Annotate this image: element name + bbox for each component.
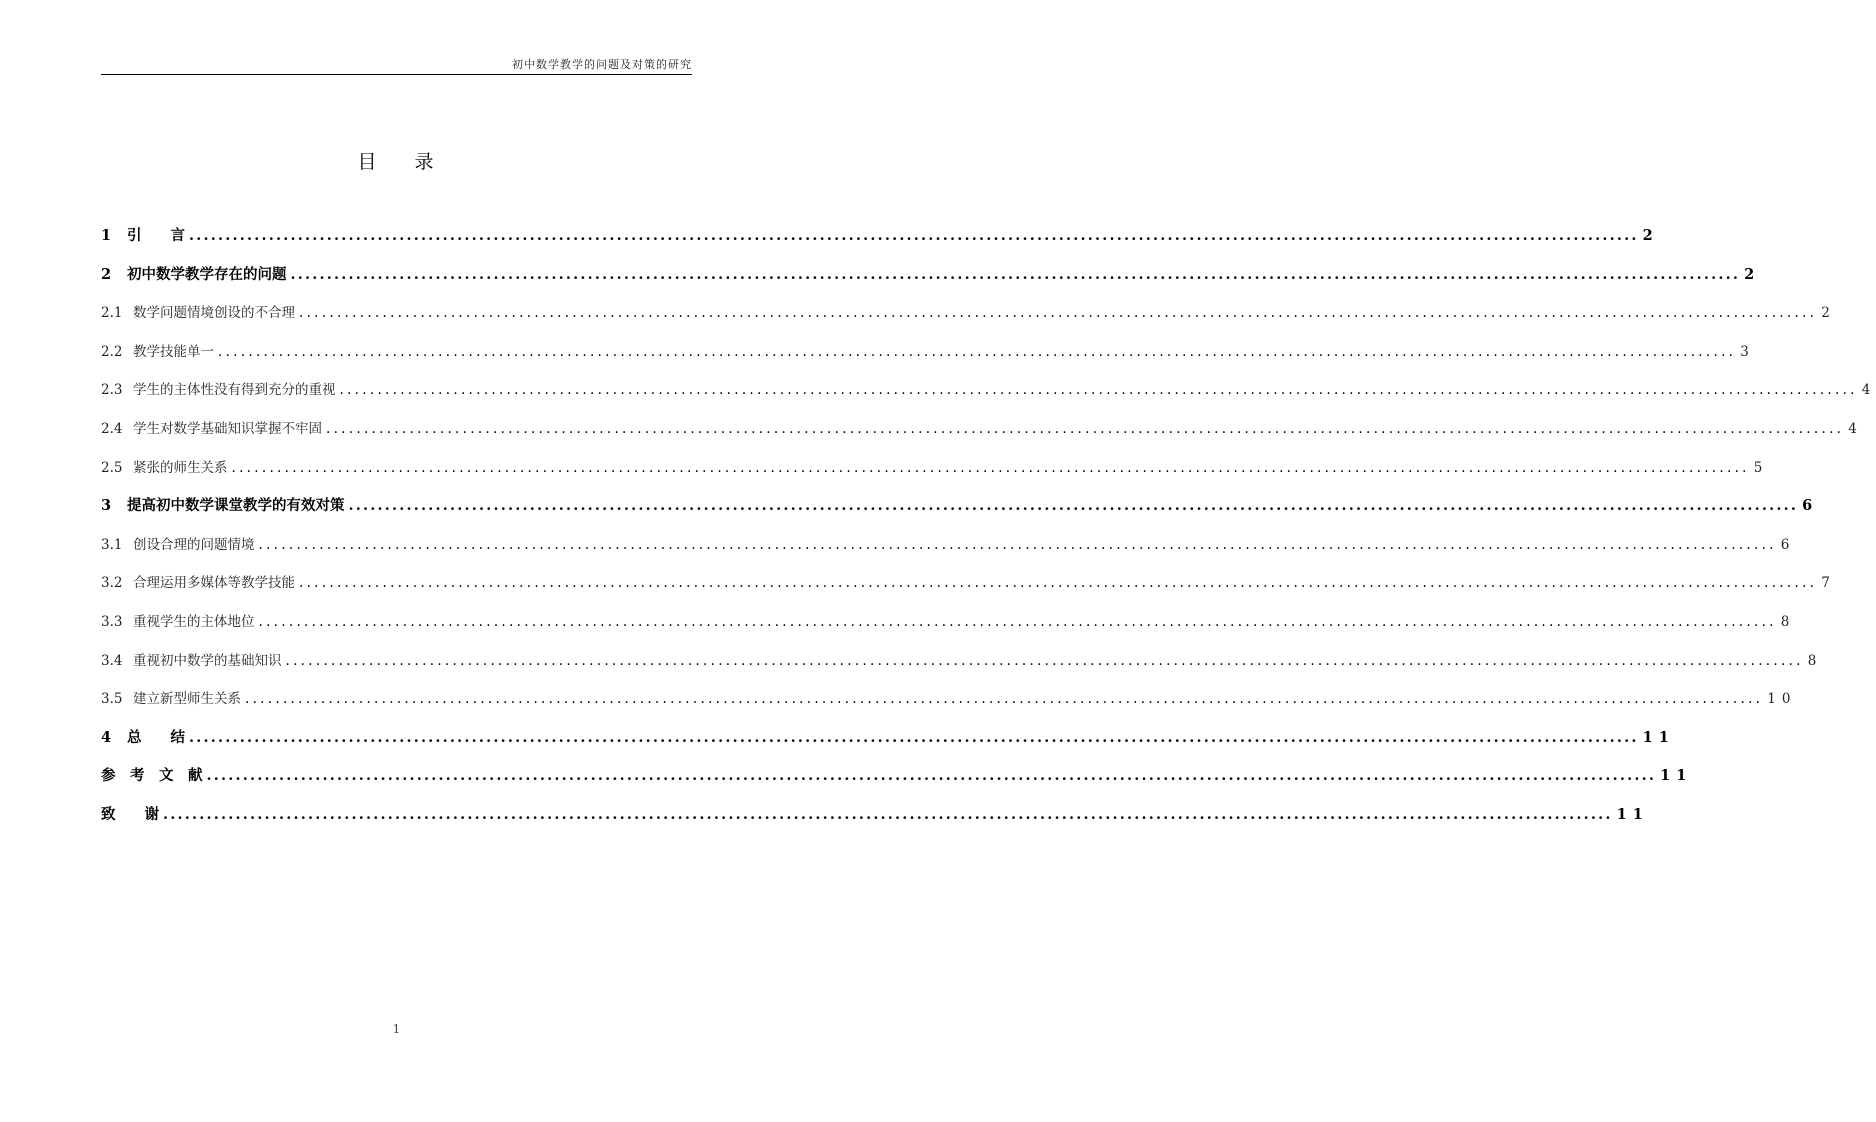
toc-leader-dots: ........................................................................................................................................................................................................ <box>326 420 1845 437</box>
toc-entry-number: 2.3 <box>101 382 123 399</box>
toc-entry-page: 4 <box>1861 382 1876 399</box>
toc-leader-dots: ........................................................................................................................................................................................................ <box>189 728 1639 746</box>
toc-entry-page: 4 <box>1848 420 1863 437</box>
toc-entry-page: 2 <box>1744 265 1761 283</box>
toc-entry[interactable] <box>101 687 1797 726</box>
toc-entry-title: 引 言 <box>127 227 185 244</box>
toc-entry-title: 初中数学教学存在的问题 <box>127 265 287 283</box>
toc-leader-dots: ........................................................................................................................................................................................................ <box>285 652 1804 669</box>
toc-leader-dots: ........................................................................................................................................................................................................ <box>163 805 1613 823</box>
toc-entry[interactable] <box>101 803 1649 842</box>
toc-entry-page: 3 <box>1740 343 1755 360</box>
toc-entry-page: 6 <box>1780 536 1796 553</box>
toc-entry-page: 7 <box>1821 575 1836 592</box>
toc-entry[interactable] <box>101 301 1836 340</box>
toc-entry-number: 1 <box>101 227 112 244</box>
toc-entry-number: 3.1 <box>101 536 123 553</box>
toc-leader-dots: ........................................................................................................................................................................................................ <box>348 497 1799 515</box>
toc-entry-title: 总 结 <box>127 728 185 746</box>
toc-title-char-2: 录 <box>414 151 436 173</box>
toc-entry-number: 3 <box>101 497 112 515</box>
toc-leader-dots: ........................................................................................................................................................................................................ <box>290 265 1741 283</box>
toc-entry-number: 3.3 <box>101 613 123 630</box>
toc-entry-number: 2.4 <box>101 420 123 437</box>
toc-leader-dots: ........................................................................................................................................................................................................ <box>299 305 1818 322</box>
toc-entry-number: 2.2 <box>101 343 123 360</box>
toc-entry-page: 2 <box>1642 227 1659 244</box>
toc-entry[interactable] <box>101 571 1836 610</box>
toc-entry-title: 合理运用多媒体等教学技能 <box>133 575 295 592</box>
toc-entry[interactable] <box>101 610 1796 649</box>
toc-entry-title: 重视初中数学的基础知识 <box>133 652 282 669</box>
toc-entry[interactable] <box>101 340 1755 379</box>
toc-entry-page: 10 <box>1767 691 1797 708</box>
toc-entry[interactable] <box>101 764 1693 803</box>
toc-entry-title: 重视学生的主体地位 <box>133 613 255 630</box>
toc-entry[interactable] <box>101 533 1796 572</box>
toc-entry[interactable] <box>101 263 1761 302</box>
running-header-title: 初中数学教学的问题及对策的研究 <box>512 58 692 71</box>
toc-leader-dots: ........................................................................................................................................................................................................ <box>258 536 1777 553</box>
toc-entry-title: 建立新型师生关系 <box>133 691 241 708</box>
toc-entry-title: 紧张的师生关系 <box>133 459 228 476</box>
toc-entry-number: 3.4 <box>101 652 123 669</box>
toc-entry-number: 2.5 <box>101 459 123 476</box>
toc-entry-title: 创设合理的问题情境 <box>133 536 255 553</box>
toc-entry[interactable] <box>101 649 1823 688</box>
toc-title <box>0 147 793 174</box>
toc-leader-dots: ........................................................................................................................................................................................................ <box>218 343 1737 360</box>
toc-entry-page: 8 <box>1807 652 1823 669</box>
toc-entry-page: 2 <box>1821 305 1836 322</box>
toc-entry-title: 致 谢 <box>101 805 159 823</box>
toc-leader-dots: ........................................................................................................................................................................................................ <box>299 575 1818 592</box>
toc-entry-number: 2 <box>101 265 112 283</box>
toc-entry-page: 5 <box>1753 459 1769 476</box>
toc-entry-page: 8 <box>1780 613 1796 630</box>
toc-entry-title: 教学技能单一 <box>133 343 214 360</box>
toc-leader-dots: ........................................................................................................................................................................................................ <box>189 227 1639 244</box>
table-of-contents <box>101 224 1876 842</box>
toc-entry-title: 学生的主体性没有得到充分的重视 <box>133 382 336 399</box>
toc-entry[interactable] <box>101 224 1659 263</box>
toc-entry-title: 提高初中数学课堂教学的有效对策 <box>127 497 345 515</box>
toc-title-char-1: 目 <box>357 151 379 173</box>
toc-entry-title: 参 考 文 献 <box>101 767 203 785</box>
toc-leader-dots: ........................................................................................................................................................................................................ <box>258 613 1777 630</box>
toc-entry[interactable] <box>101 378 1876 417</box>
toc-entry[interactable] <box>101 494 1819 533</box>
toc-entry-title: 学生对数学基础知识掌握不牢固 <box>133 420 322 437</box>
toc-entry[interactable] <box>101 417 1863 456</box>
toc-entry-number: 2.1 <box>101 305 123 322</box>
toc-leader-dots: ........................................................................................................................................................................................................ <box>231 459 1750 476</box>
toc-entry-number: 3.5 <box>101 691 123 708</box>
header-divider <box>101 74 692 75</box>
toc-entry-title: 数学问题情境创设的不合理 <box>133 305 295 322</box>
toc-entry-page: 6 <box>1802 497 1819 515</box>
toc-entry-number: 3.2 <box>101 575 123 592</box>
toc-entry[interactable] <box>101 456 1769 495</box>
toc-leader-dots: ........................................................................................................................................................................................................ <box>206 767 1657 785</box>
toc-entry-number: 4 <box>101 728 112 746</box>
toc-entry-page: 11 <box>1616 805 1649 823</box>
toc-leader-dots: ........................................................................................................................................................................................................ <box>339 382 1858 399</box>
page-number: 1 <box>392 1022 401 1036</box>
toc-entry-page: 11 <box>1642 728 1675 746</box>
toc-entry-page: 11 <box>1660 767 1693 785</box>
toc-entry[interactable] <box>101 726 1675 765</box>
toc-leader-dots: ........................................................................................................................................................................................................ <box>245 691 1764 708</box>
